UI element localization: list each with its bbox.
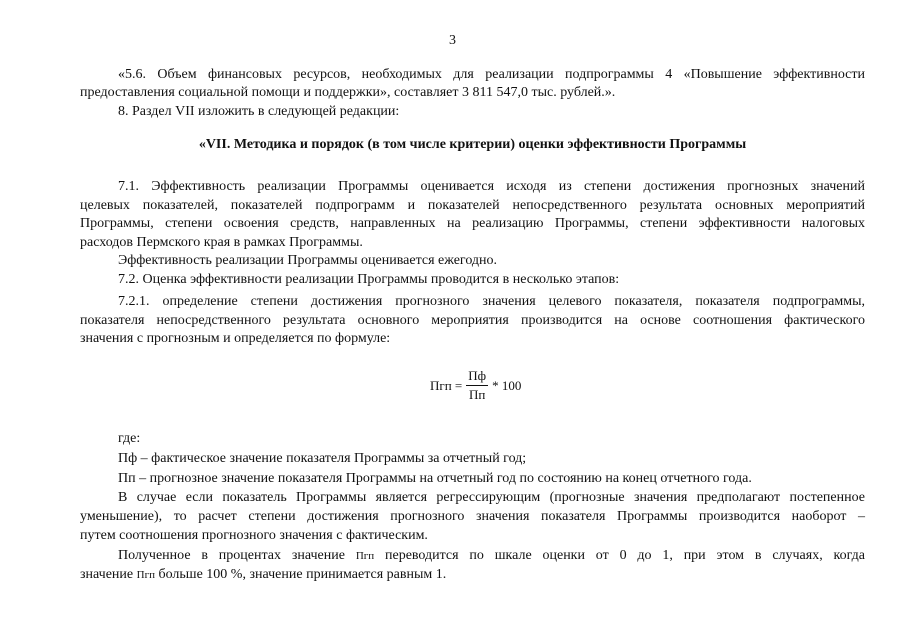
paragraph-7-1-line-2: целевых показателей, показателей подпрограмм и показателей непосредственного результата основных мероприятий [80, 198, 865, 213]
section-heading: «VII. Методика и порядок (в том числе критерии) оценки эффективности Программы [198, 137, 747, 152]
paragraph-7-1-line-3: Программы, степени освоения средств, направленных на реализацию Программы, степени эффективности налоговых [80, 216, 865, 231]
scale-text-b: переводится по шкале оценки от 0 до 1, при этом в случаях, когда [385, 548, 866, 563]
definition-pf: Пф – фактическое значение показателя Программы за отчетный год; [118, 451, 527, 466]
paragraph-7-2-1-line-3: значения с прогнозным и определяется по формуле: [80, 331, 391, 346]
scale-text-d: больше 100 %, значение принимается равным 1. [158, 567, 447, 582]
symbol-pgp-2: Пгп [136, 569, 155, 581]
formula-denominator: Пп [468, 387, 486, 402]
definition-pp: Пп – прогнозное значение показателя Программы на отчетный год по состоянию на конец отчетного года. [118, 471, 752, 486]
paragraph-5-6-line-2: предоставления социальной помощи и поддержки», составляет 3 811 547,0 тыс. рублей.». [80, 85, 616, 100]
formula-lhs: Пгп = [430, 377, 463, 393]
formula-fraction [466, 368, 488, 403]
paragraph-7-1-line-4: расходов Пермского края в рамках Программы. [80, 235, 363, 250]
paragraph-regressive-line-1: В случае если показатель Программы является регрессирующим (прогнозные значения предполагают постепенное [118, 490, 865, 505]
paragraph-5-6-line-1: «5.6. Объем финансовых ресурсов, необходимых для реализации подпрограммы 4 «Повышение эффективности [118, 67, 865, 82]
page-number: 3 [449, 33, 456, 48]
paragraph-scale-line-2 [80, 566, 865, 584]
formula-numerator: Пф [466, 368, 488, 386]
paragraph-7-2-1-line-1: 7.2.1. определение степени достижения прогнозного значения целевого показателя, показателя подпрограммы, [118, 294, 865, 309]
paragraph-7-2-1-line-2: показателя непосредственного результата основного мероприятия производится на основе соотношения фактического [80, 313, 865, 328]
scale-text-a: Полученное в процентах значение [118, 548, 345, 563]
scale-text-c: значение [80, 567, 134, 582]
paragraph-regressive-line-3: путем соотношения прогнозного значения с фактическим. [80, 528, 428, 543]
paragraph-7-2: 7.2. Оценка эффективности реализации Программы проводится в несколько этапов: [118, 272, 620, 287]
paragraph-7-1-line-1: 7.1. Эффективность реализации Программы оценивается исходя из степени достижения прогнозных значений [118, 179, 865, 194]
formula [430, 368, 521, 403]
formula-rhs: * 100 [492, 377, 522, 393]
paragraph-annual: Эффективность реализации Программы оценивается ежегодно. [118, 253, 498, 268]
paragraph-regressive-line-2: уменьшение), то расчет степени достижения прогнозного значения показателя Программы производится наоборот – [80, 509, 865, 524]
paragraph-scale-line-1 [80, 547, 865, 565]
symbol-pgp: Пгп [355, 550, 375, 562]
paragraph-section-8: 8. Раздел VII изложить в следующей редакции: [118, 104, 400, 119]
where-label: где: [118, 431, 141, 446]
